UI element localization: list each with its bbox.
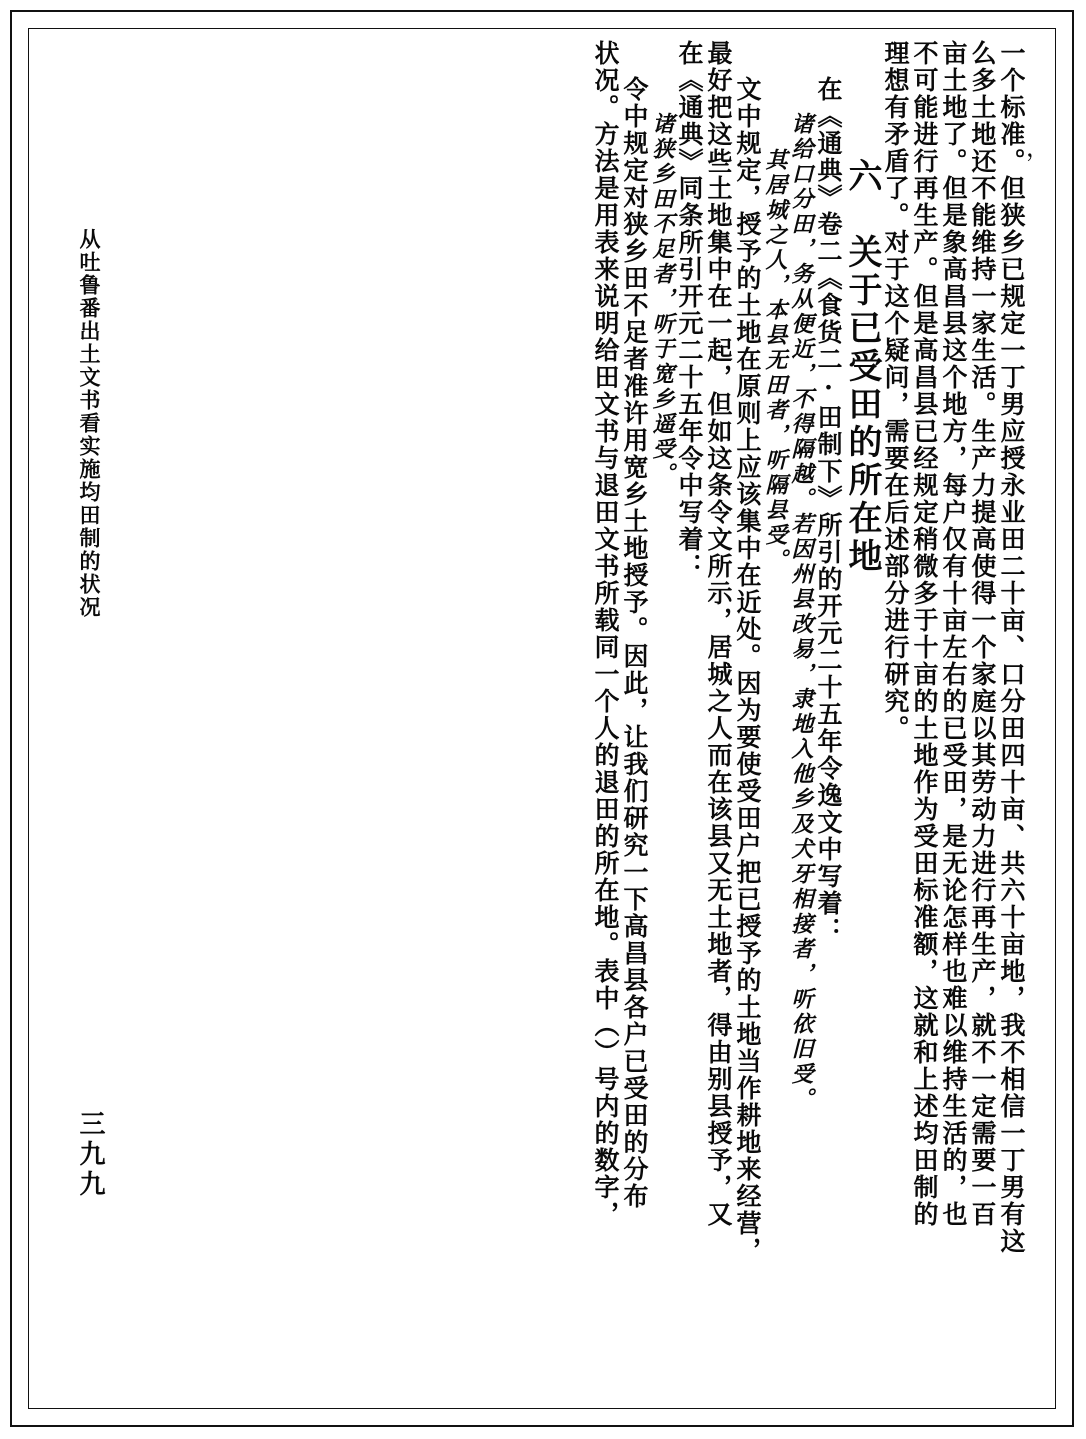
stray-punctuation-mark: ， (1026, 134, 1050, 162)
text-column: 在《通典》同条所引开元二十五年令中写着： (675, 40, 704, 580)
text-column: 么多土地还不能维持一家生活。生产力提高使得一个家庭以其劳动力进行再生产，就不一定需要一百 (968, 40, 997, 1228)
quoted-passage-column: 诸狭乡田不足者，听于宽乡遥受。 (649, 112, 675, 487)
text-column: 状况。方法是用表来说明给田文书与退田文书所载同一个人的退田的所在地。表中（）号内的数字， (591, 40, 620, 1228)
text-column: 理想有矛盾了。对于这个疑问，需要在后述部分进行研究。 (881, 40, 910, 742)
quoted-passage-column: 其居城之人，本县无田者，听隔县受。 (762, 148, 788, 573)
quoted-passage-column: 诸给口分田，务从便近，不得隔越。若因州县改易，隶地入他乡及犬牙相接者，听依旧受。 (788, 112, 814, 1112)
text-column: 亩土地了。但是象高昌县这个地方，每户仅有十亩左右的已受田，是无论怎样也难以维持生活的，也 (939, 40, 968, 1228)
page-number: 三九九 (75, 1110, 105, 1200)
text-column: 不可能进行再生产。但是高昌县已经规定稍微多于十亩的土地作为受田标准额，这就和上述均田制的 (910, 40, 939, 1228)
text-column: 文中规定，授予的土地在原则上应该集中在近处。因为要使受田户把已授予的土地当作耕地来经营， (733, 76, 762, 1264)
section-heading: 六 关于已受田的所在地 (842, 158, 882, 576)
text-column: 令中规定对狭乡田不足者准许用宽乡土地授予。因此，让我们研究一下高昌县各户已受田的分布 (620, 76, 649, 1210)
running-footer: 从吐鲁番出土文书看实施均田制的状况 (77, 228, 102, 619)
text-column: 最好把这些土地集中在一起，但如这条令文所示，居城之人而在该县又无土地者，得由别县授予，又 (704, 40, 733, 1228)
vertical-text-body (40, 40, 1024, 1377)
text-column: 在《通典》卷二《食货二·田制下》所引的开元二十五年令逸文中写着： (814, 76, 843, 944)
text-column: 一个标准。但狭乡已规定一丁男应授永业田二十亩、口分田四十亩、共六十亩地，我不相信一丁男有这 (997, 40, 1026, 1255)
